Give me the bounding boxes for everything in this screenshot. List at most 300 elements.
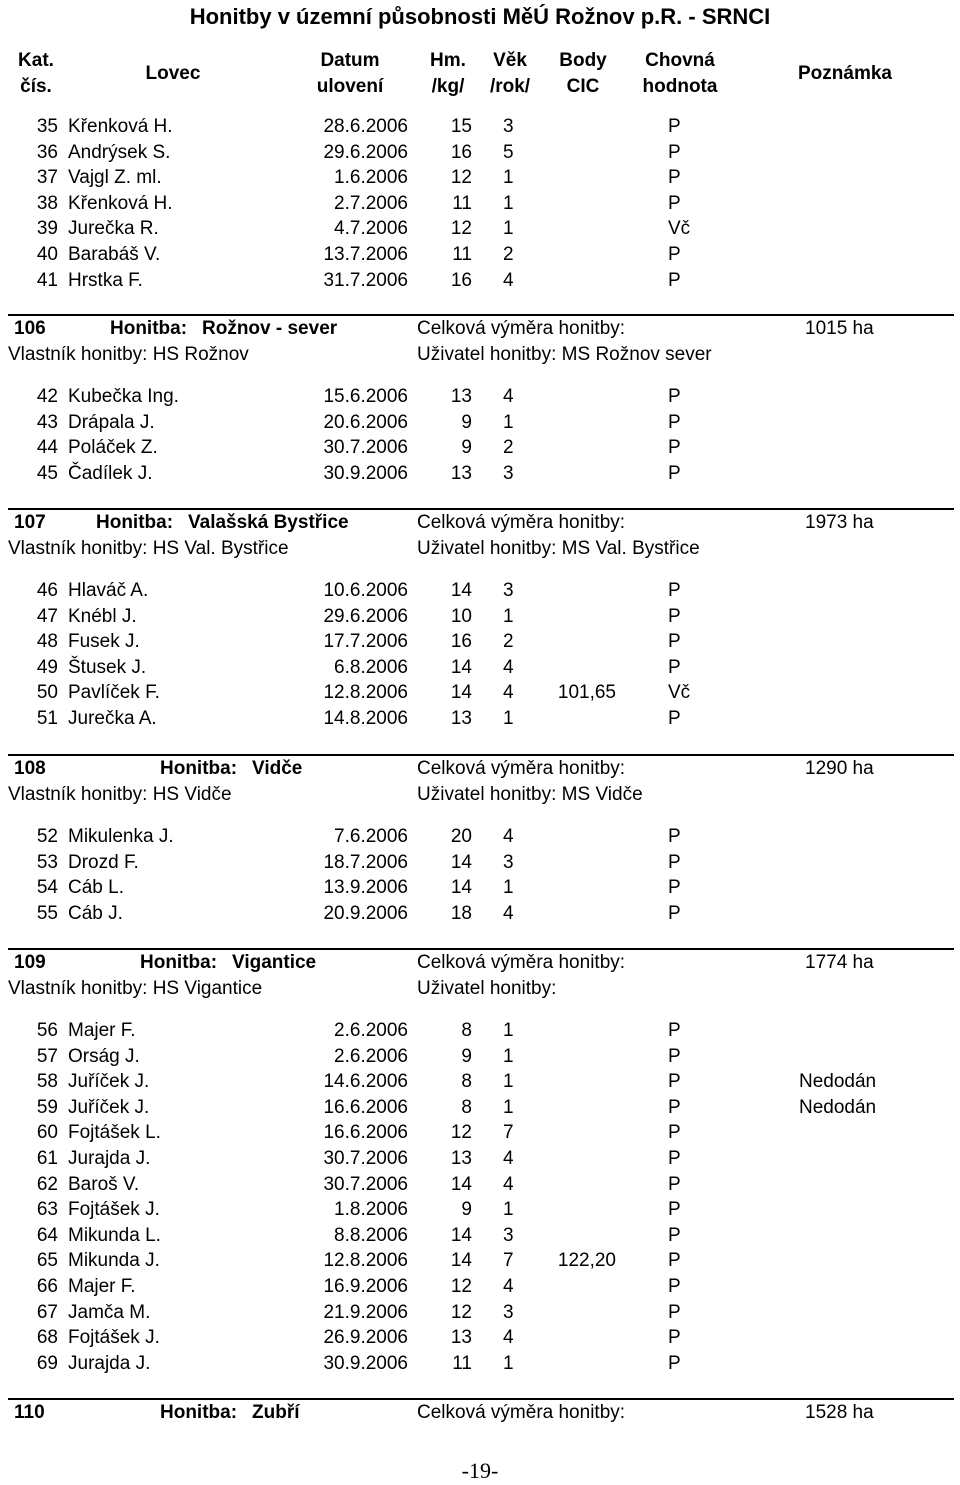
table-row: [0, 1120, 960, 1146]
catch-date: 29.6.2006: [323, 605, 408, 627]
age-years: 4: [503, 1327, 514, 1349]
catch-date: 29.6.2006: [323, 141, 408, 163]
table-row: [0, 578, 960, 604]
age-years: 7: [503, 1250, 514, 1272]
age-years: 4: [503, 386, 514, 407]
weight-kg: 14: [450, 1250, 472, 1272]
age-years: 3: [503, 580, 514, 601]
catalog-number: 63: [36, 1199, 58, 1221]
age-years: 4: [503, 1173, 514, 1195]
section-owner-line: [0, 782, 960, 808]
section-code: 109: [14, 952, 46, 973]
table-row: [0, 1223, 960, 1249]
section-109: [0, 948, 960, 1376]
area-value: 1774 ha: [805, 952, 874, 973]
catalog-number: 65: [36, 1250, 58, 1272]
table-row: [0, 268, 960, 294]
catalog-number: 47: [36, 605, 58, 627]
catch-date: 12.8.2006: [323, 682, 408, 704]
weight-kg: 12: [450, 167, 472, 189]
section-rows: [0, 384, 960, 486]
catch-date: 26.9.2006: [323, 1327, 408, 1349]
catalog-number: 45: [36, 462, 58, 484]
table-row: [0, 1274, 960, 1300]
catalog-number: 54: [36, 877, 58, 899]
age-years: 1: [503, 707, 514, 729]
section-code: 106: [14, 318, 46, 339]
table-row: [0, 191, 960, 217]
top-rows: [0, 114, 960, 293]
catalog-number: 42: [36, 386, 58, 407]
header-vek: Věk /rok/: [489, 50, 531, 97]
honitba-name: Vigantice: [232, 952, 317, 973]
age-years: 3: [503, 1301, 514, 1323]
section-owner-line: [0, 976, 960, 1002]
header-body: Body CIC: [559, 50, 607, 97]
user: Uživatel honitby: MS Val. Bystřice: [417, 538, 700, 559]
weight-kg: 14: [450, 877, 472, 899]
hunter-name: Čadílek J.: [68, 462, 153, 484]
user: Uživatel honitby:: [417, 978, 557, 999]
age-years: 4: [503, 269, 514, 291]
hunter-name: Štusek J.: [68, 656, 147, 678]
table-row: [0, 680, 960, 706]
breeding-value: P: [668, 707, 681, 729]
catch-date: 14.6.2006: [323, 1071, 408, 1093]
breeding-value: P: [668, 1199, 681, 1221]
breeding-value: P: [668, 826, 681, 847]
hunter-name: Jamča M.: [68, 1301, 151, 1323]
breeding-value: P: [668, 386, 681, 407]
catch-date: 31.7.2006: [323, 269, 408, 291]
table-row: [0, 114, 960, 140]
weight-kg: 8: [461, 1071, 472, 1093]
weight-kg: 9: [461, 437, 472, 459]
table-row: [0, 384, 960, 410]
hunter-name: Vajgl Z. ml.: [68, 167, 162, 189]
weight-kg: 13: [450, 386, 472, 407]
catch-date: 30.9.2006: [323, 462, 408, 484]
age-years: 1: [503, 1199, 514, 1221]
age-years: 3: [503, 851, 514, 873]
area-label: Celková výměra honitby:: [417, 758, 626, 779]
table-row: [0, 901, 960, 927]
honitba-label: Honitba:: [160, 1402, 238, 1423]
section-code: 107: [14, 512, 46, 533]
catch-date: 1.6.2006: [334, 167, 408, 189]
weight-kg: 14: [450, 656, 472, 678]
honitba-name: Valašská Bystřice: [188, 512, 349, 533]
catch-date: 4.7.2006: [334, 218, 408, 240]
catch-date: 13.7.2006: [323, 243, 408, 265]
catch-date: 2.7.2006: [334, 192, 408, 214]
catalog-number: 56: [36, 1020, 58, 1041]
user: Uživatel honitby: MS Rožnov sever: [417, 344, 712, 365]
age-years: 4: [503, 1275, 514, 1297]
table-row: [0, 655, 960, 681]
honitba-name: Vidče: [252, 758, 303, 779]
hunter-name: Orság J.: [68, 1045, 140, 1067]
breeding-value: P: [668, 902, 681, 924]
age-years: 1: [503, 411, 514, 433]
breeding-value: P: [668, 411, 681, 433]
weight-kg: 13: [450, 462, 472, 484]
area-value: 1528 ha: [805, 1402, 874, 1423]
hunter-name: Mikunda L.: [68, 1224, 161, 1246]
breeding-value: P: [668, 656, 681, 678]
hunter-name: Jurajda J.: [68, 1147, 151, 1169]
hunter-name: Mikulenka J.: [68, 826, 174, 847]
breeding-value: P: [668, 141, 681, 163]
weight-kg: 14: [450, 1224, 472, 1246]
catalog-number: 38: [36, 192, 58, 214]
hunter-name: Hlaváč A.: [68, 580, 149, 601]
weight-kg: 10: [450, 605, 472, 627]
catalog-number: 55: [36, 902, 58, 924]
weight-kg: 16: [450, 269, 472, 291]
section-code: 108: [14, 758, 46, 779]
header-hm: Hm. /kg/: [430, 50, 466, 97]
hunter-name: Drozd F.: [68, 851, 139, 873]
area-label: Celková výměra honitby:: [417, 512, 626, 533]
weight-kg: 11: [452, 192, 472, 214]
table-row: [0, 875, 960, 901]
breeding-value: P: [668, 631, 681, 653]
weight-kg: 16: [450, 631, 472, 653]
table-row: [0, 461, 960, 487]
hunter-name: Kubečka Ing.: [68, 386, 179, 407]
age-years: 2: [503, 631, 514, 653]
page-title: Honitby v územní působnosti MěÚ Rožnov p.R. - SRNCI: [189, 4, 771, 29]
catalog-number: 51: [36, 707, 58, 729]
section-owner-line: [0, 536, 960, 562]
section-heading: [0, 756, 960, 782]
catch-date: 10.6.2006: [323, 580, 408, 601]
breeding-value: P: [668, 1275, 681, 1297]
catalog-number: 59: [36, 1096, 58, 1118]
table-row: [0, 1069, 960, 1095]
age-years: 2: [503, 243, 514, 265]
weight-kg: 20: [450, 826, 472, 847]
catch-date: 13.9.2006: [323, 877, 408, 899]
age-years: 1: [503, 1096, 514, 1118]
breeding-value: P: [668, 1224, 681, 1246]
catalog-number: 39: [36, 218, 58, 240]
catalog-number: 64: [36, 1224, 58, 1246]
section-owner-line: [0, 342, 960, 368]
weight-kg: 13: [450, 1327, 472, 1349]
hunter-name: Jurajda J.: [68, 1352, 151, 1374]
catch-date: 21.9.2006: [323, 1301, 408, 1323]
age-years: 4: [503, 826, 514, 847]
weight-kg: 11: [452, 1352, 472, 1374]
table-row: [0, 824, 960, 850]
honitba-label: Honitba:: [140, 952, 218, 973]
header-kat: Kat. čís.: [18, 50, 54, 97]
hunter-name: Majer F.: [68, 1020, 136, 1041]
hunter-name: Fojtášek J.: [68, 1199, 160, 1221]
header-poznamka: Poznámka: [798, 63, 892, 84]
age-years: 3: [503, 1224, 514, 1246]
area-label: Celková výměra honitby:: [417, 318, 626, 339]
catch-date: 30.7.2006: [323, 437, 408, 459]
age-years: 4: [503, 656, 514, 678]
table-row: [0, 435, 960, 461]
catalog-number: 40: [36, 243, 58, 265]
weight-kg: 14: [450, 580, 472, 601]
honitba-label: Honitba:: [96, 512, 174, 533]
table-row: [0, 242, 960, 268]
section-106: [0, 314, 960, 486]
catch-date: 6.8.2006: [334, 656, 408, 678]
table-row: [0, 1146, 960, 1172]
catch-date: 7.6.2006: [334, 826, 408, 847]
weight-kg: 16: [450, 141, 472, 163]
breeding-value: P: [668, 1071, 681, 1093]
age-years: 1: [503, 1352, 514, 1374]
breeding-value: P: [668, 1045, 681, 1067]
hunter-name: Hrstka F.: [68, 269, 143, 291]
table-row: [0, 1018, 960, 1044]
weight-kg: 18: [450, 902, 472, 924]
catalog-number: 69: [36, 1352, 58, 1374]
breeding-value: P: [668, 580, 681, 601]
breeding-value: P: [668, 1173, 681, 1195]
table-row: [0, 850, 960, 876]
table-row: [0, 1351, 960, 1377]
hunter-name: Jurečka A.: [68, 707, 157, 729]
catch-date: 1.8.2006: [334, 1199, 408, 1221]
hunter-name: Juříček J.: [68, 1071, 150, 1093]
hunter-name: Fojtášek J.: [68, 1327, 160, 1349]
catalog-number: 60: [36, 1122, 58, 1144]
hunter-name: Baroš V.: [68, 1173, 140, 1195]
catalog-number: 61: [36, 1147, 58, 1169]
hunter-name: Křenková H.: [68, 116, 173, 137]
section-rows: [0, 824, 960, 926]
age-years: 1: [503, 1071, 514, 1093]
weight-kg: 8: [461, 1020, 472, 1041]
table-row: [0, 165, 960, 191]
catalog-number: 57: [36, 1045, 58, 1067]
catalog-number: 35: [36, 116, 58, 137]
catch-date: 2.6.2006: [334, 1020, 408, 1041]
weight-kg: 12: [450, 1301, 472, 1323]
breeding-value: Vč: [668, 218, 691, 240]
table-row: [0, 1197, 960, 1223]
header-chovna: Chovná hodnota: [642, 50, 718, 97]
weight-kg: 13: [450, 707, 472, 729]
catch-date: 20.9.2006: [323, 902, 408, 924]
age-years: 2: [503, 437, 514, 459]
hunter-name: Juříček J.: [68, 1096, 150, 1118]
age-years: 7: [503, 1122, 514, 1144]
hunter-name: Andrýsek S.: [68, 141, 171, 163]
hunter-name: Mikunda J.: [68, 1250, 160, 1272]
breeding-value: P: [668, 1122, 681, 1144]
hunter-name: Poláček Z.: [68, 437, 158, 459]
weight-kg: 9: [461, 1045, 472, 1067]
breeding-value: P: [668, 167, 681, 189]
hunter-name: Fusek J.: [68, 631, 140, 653]
catch-date: 2.6.2006: [334, 1045, 408, 1067]
note: Nedodán: [799, 1071, 877, 1093]
area-value: 1015 ha: [805, 318, 874, 339]
catch-date: 30.7.2006: [323, 1173, 408, 1195]
area-label: Celková výměra honitby:: [417, 1402, 626, 1423]
table-row: [0, 1248, 960, 1274]
catalog-number: 50: [36, 682, 58, 704]
header-lovec: Lovec: [145, 63, 201, 84]
catch-date: 20.6.2006: [323, 411, 408, 433]
breeding-value: P: [668, 462, 681, 484]
honitba-label: Honitba:: [160, 758, 238, 779]
age-years: 3: [503, 116, 514, 137]
catalog-number: 36: [36, 141, 58, 163]
breeding-value: P: [668, 437, 681, 459]
area-value: 1973 ha: [805, 512, 874, 533]
breeding-value: P: [668, 243, 681, 265]
catch-date: 14.8.2006: [323, 707, 408, 729]
header-datum: Datum ulovení: [316, 50, 384, 97]
hunter-name: Pavlíček F.: [68, 682, 160, 704]
table-row: [0, 1044, 960, 1070]
catch-date: 18.7.2006: [323, 851, 408, 873]
catch-date: 15.6.2006: [323, 386, 408, 407]
catalog-number: 67: [36, 1301, 58, 1323]
age-years: 1: [503, 877, 514, 899]
catalog-number: 66: [36, 1275, 58, 1297]
weight-kg: 9: [461, 411, 472, 433]
breeding-value: P: [668, 269, 681, 291]
age-years: 1: [503, 218, 514, 240]
table-row: [0, 1172, 960, 1198]
catalog-number: 48: [36, 631, 58, 653]
catalog-number: 43: [36, 411, 58, 433]
breeding-value: P: [668, 1301, 681, 1323]
section-heading: [0, 950, 960, 976]
breeding-value: P: [668, 605, 681, 627]
catalog-number: 49: [36, 656, 58, 678]
catch-date: 16.6.2006: [323, 1096, 408, 1118]
catch-date: 8.8.2006: [334, 1224, 408, 1246]
hunter-name: Fojtášek L.: [68, 1122, 161, 1144]
weight-kg: 14: [450, 1173, 472, 1195]
breeding-value: P: [668, 192, 681, 214]
catch-date: 28.6.2006: [323, 116, 408, 137]
catalog-number: 37: [36, 167, 58, 189]
table-row: [0, 604, 960, 630]
catch-date: 12.8.2006: [323, 1250, 408, 1272]
weight-kg: 9: [461, 1199, 472, 1221]
section-heading: [0, 510, 960, 536]
age-years: 3: [503, 462, 514, 484]
catalog-number: 62: [36, 1173, 58, 1195]
owner: Vlastník honitby: HS Vigantice: [8, 978, 263, 999]
owner: Vlastník honitby: HS Vidče: [8, 784, 232, 805]
table-row: [0, 410, 960, 436]
weight-kg: 14: [450, 851, 472, 873]
honitba-label: Honitba:: [110, 318, 188, 339]
area-value: 1290 ha: [805, 758, 874, 779]
breeding-value: P: [668, 1250, 681, 1272]
age-years: 1: [503, 192, 514, 214]
age-years: 1: [503, 1045, 514, 1067]
weight-kg: 13: [450, 1147, 472, 1169]
catalog-number: 46: [36, 580, 58, 601]
section-108: [0, 754, 960, 926]
catch-date: 16.9.2006: [323, 1275, 408, 1297]
honitba-name: Rožnov - sever: [202, 318, 338, 339]
section-heading: [0, 1400, 960, 1426]
breeding-value: P: [668, 851, 681, 873]
weight-kg: 11: [452, 243, 472, 265]
breeding-value: P: [668, 1096, 681, 1118]
catalog-number: 44: [36, 437, 58, 459]
section-rows: [0, 578, 960, 732]
breeding-value: P: [668, 877, 681, 899]
table-row: [0, 140, 960, 166]
weight-kg: 12: [450, 218, 472, 240]
section-heading: [0, 316, 960, 342]
breeding-value: P: [668, 1327, 681, 1349]
breeding-value: P: [668, 1020, 681, 1041]
table-row: [0, 1300, 960, 1326]
hunter-name: Drápala J.: [68, 411, 155, 433]
age-years: 1: [503, 1020, 514, 1041]
breeding-value: P: [668, 1147, 681, 1169]
user: Uživatel honitby: MS Vidče: [417, 784, 643, 805]
hunter-name: Knébl J.: [68, 605, 137, 627]
table-row: [0, 629, 960, 655]
catch-date: 30.7.2006: [323, 1147, 408, 1169]
section-110: [0, 1398, 960, 1426]
note: Nedodán: [799, 1096, 877, 1118]
catalog-number: 68: [36, 1327, 58, 1349]
catch-date: 17.7.2006: [323, 631, 408, 653]
area-label: Celková výměra honitby:: [417, 952, 626, 973]
cic-points: 122,20: [557, 1250, 616, 1272]
table-row: [0, 1095, 960, 1121]
weight-kg: 8: [461, 1096, 472, 1118]
catalog-number: 53: [36, 851, 58, 873]
age-years: 1: [503, 605, 514, 627]
hunter-name: Barabáš V.: [68, 243, 161, 265]
table-row: [0, 706, 960, 732]
age-years: 1: [503, 167, 514, 189]
hunter-name: Majer F.: [68, 1275, 136, 1297]
weight-kg: 15: [450, 116, 472, 137]
table-row: [0, 1325, 960, 1351]
section-107: [0, 508, 960, 732]
age-years: 4: [503, 1147, 514, 1169]
age-years: 4: [503, 902, 514, 924]
hunter-name: Jurečka R.: [68, 218, 159, 240]
catch-date: 16.6.2006: [323, 1122, 408, 1144]
hunter-name: Cáb L.: [68, 877, 124, 899]
age-years: 4: [503, 682, 514, 704]
weight-kg: 12: [450, 1122, 472, 1144]
honitba-name: Zubří: [252, 1402, 300, 1423]
table-row: [0, 216, 960, 242]
age-years: 5: [503, 141, 514, 163]
section-rows: [0, 1018, 960, 1376]
catalog-number: 58: [36, 1071, 58, 1093]
hunter-name: Křenková H.: [68, 192, 173, 214]
weight-kg: 12: [450, 1275, 472, 1297]
breeding-value: Vč: [668, 682, 691, 704]
breeding-value: P: [668, 1352, 681, 1374]
